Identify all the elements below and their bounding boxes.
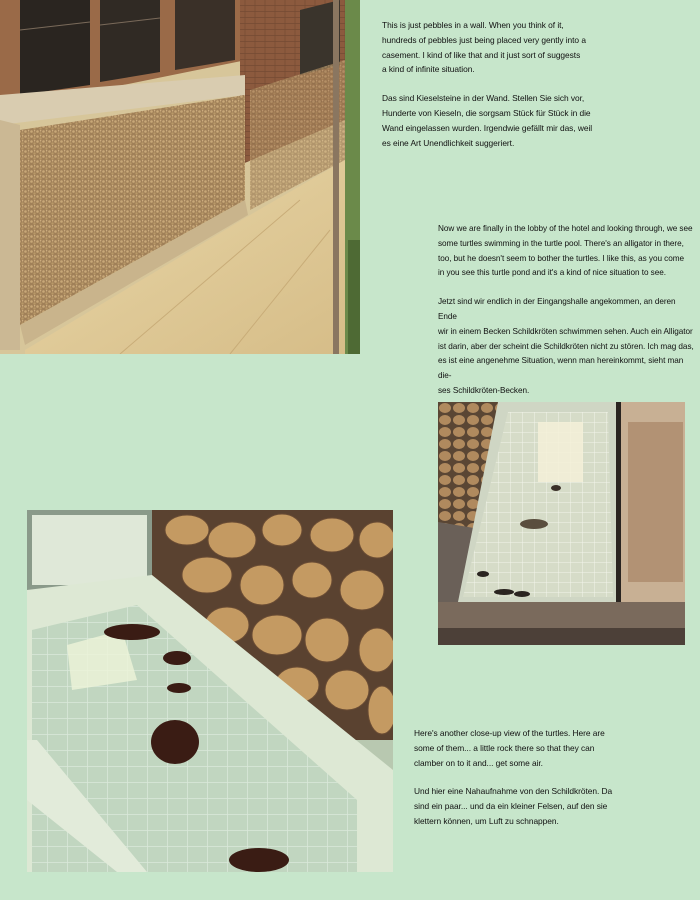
turtles-closeup-photo — [27, 510, 393, 872]
paragraph-german: Jetzt sind wir endlich in der Eingangshalle angekommen, an deren Ende wir in einem Becken Schildkröten schwimmen sehen. Auch ein Alligator ist darin, aber der scheint die Schildkröten nicht zu stören. Ich mag das, es ist eine angenehme Situation, wenn man hereinkommt, sieht man die- ses Schildkröten-Becken. — [438, 297, 694, 395]
page-bottom-margin — [0, 872, 700, 900]
text-block-turtles-closeup — [414, 726, 684, 843]
paragraph-german: Und hier eine Nahaufnahme von den Schildkröten. Da sind ein paar... und da ein kleiner Felsen, auf den sie klettern können, um Luft zu schnappen. — [414, 786, 613, 826]
paragraph-english: Now we are finally in the lobby of the hotel and looking through, we see some turtles swimming in the turtle pool. There's an alligator in there, too, but he doesn't seem to bother the turtles. I like this, as you come in you see this turtle pond and it's a kind of nice situation to see. — [438, 224, 693, 278]
turtles-closeup-photo-icon — [27, 510, 393, 872]
turtle-pool-lobby-photo — [438, 402, 685, 645]
turtle-pool-photo-icon — [438, 402, 685, 645]
pebble-wall-photo — [0, 0, 360, 354]
paragraph-english: This is just pebbles in a wall. When you think of it, hundreds of pebbles just being placed very gently into a casement. I kind of like that and it just sort of suggests a kind of infinite situation. — [382, 20, 586, 75]
text-block-pebble-wall — [382, 18, 682, 164]
text-block-turtle-pool — [438, 222, 696, 413]
pebble-wall-photo-icon — [0, 0, 360, 354]
paragraph-german: Das sind Kieselsteine in der Wand. Stellen Sie sich vor, Hunderte von Kieseln, die sorgsam Stück für Stück in die Wand eingelassen wurden. Irgendwie gefällt mir das, weil es eine Art Unendlichkeit suggeriert. — [382, 93, 593, 148]
paragraph-english: Here's another close-up view of the turtles. Here are some of them... a little rock there so that they can clamber on to it and... get some air. — [414, 728, 605, 768]
